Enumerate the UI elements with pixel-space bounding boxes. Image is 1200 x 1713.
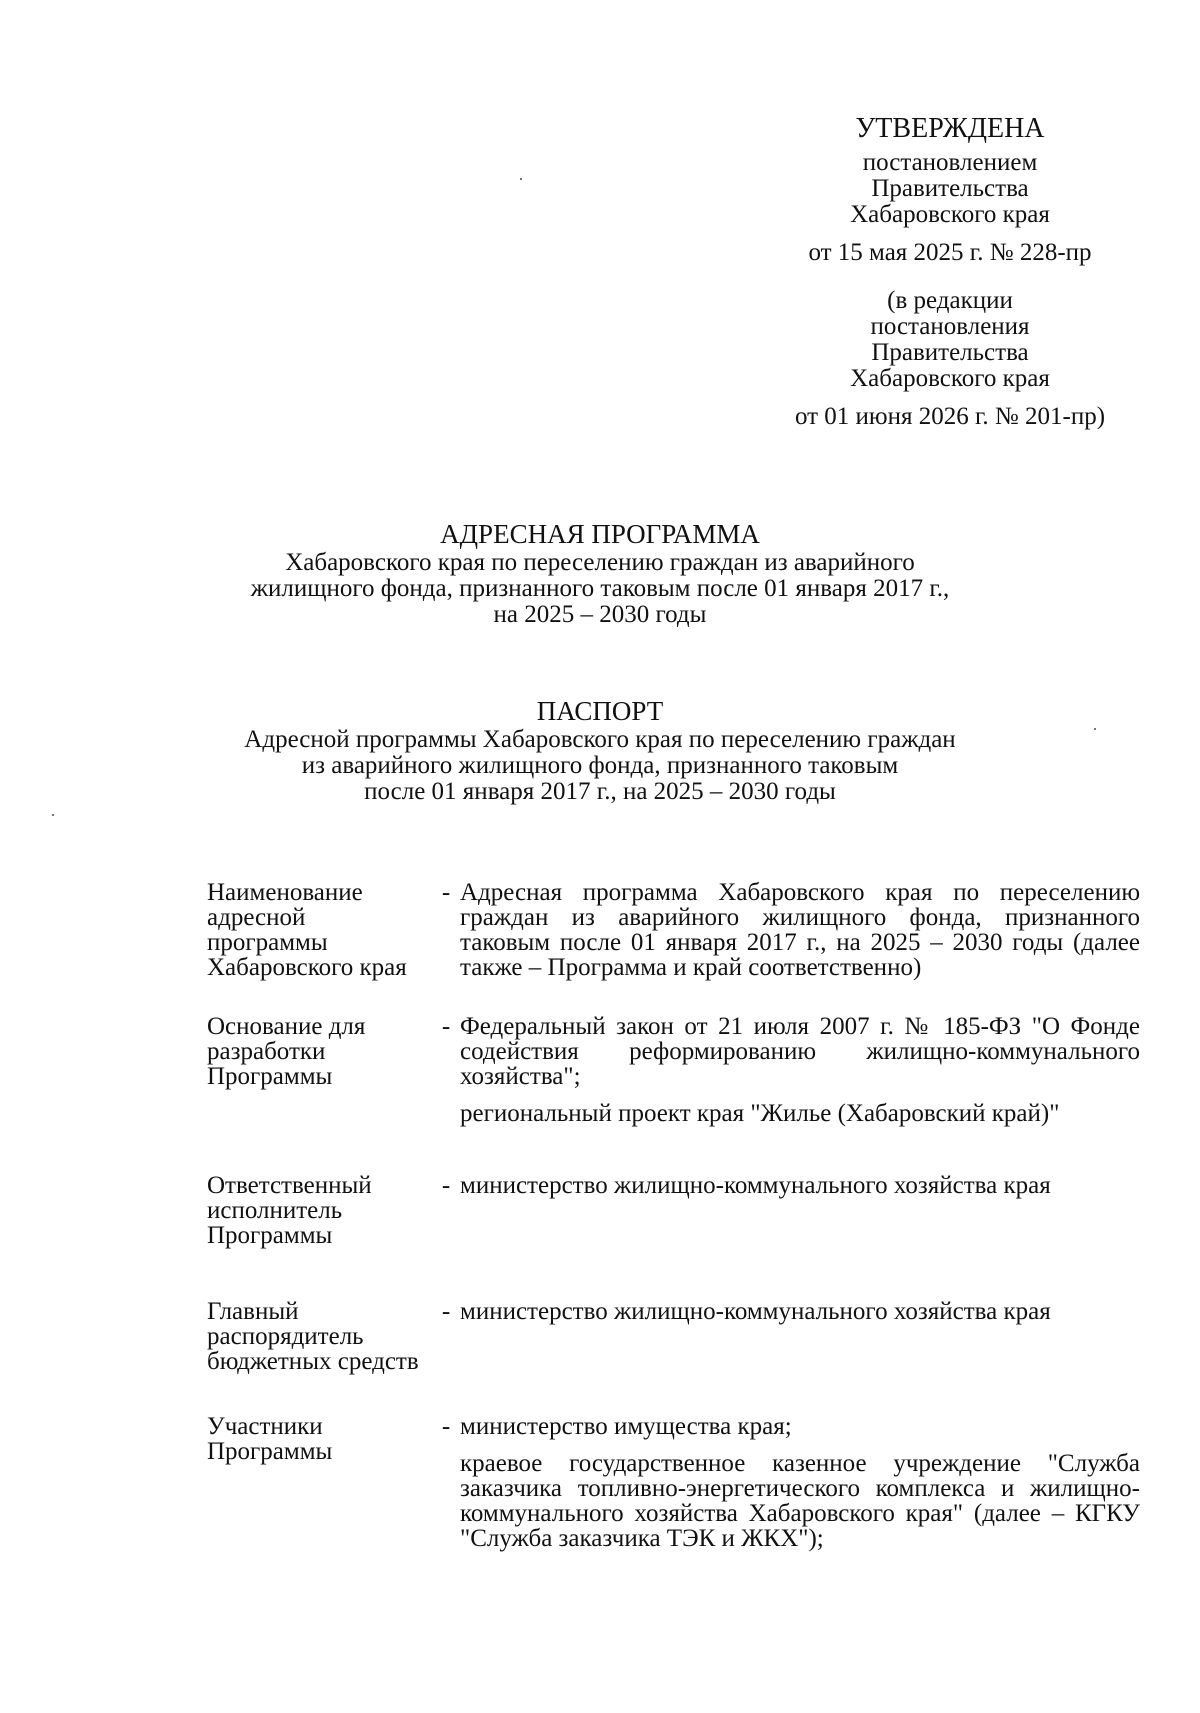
approval-line: Хабаровского края (850, 201, 1050, 228)
passport-row-paragraph: министерство жилищно-коммунального хозяйства края (460, 1298, 1051, 1325)
passport-row-label: Основание для разработки Программы (207, 1013, 366, 1090)
passport-subtitle-line: Адресной программы Хабаровского края по переселению граждан (244, 726, 956, 753)
passport-row-paragraph: Федеральный закон от 21 июля 2007 г. № 185-ФЗ "О Фонде содействия реформированию жилищно-коммунального хозяйства"; (460, 1013, 1140, 1090)
program-title-block (0, 518, 1200, 628)
scan-speck (52, 814, 54, 816)
program-subtitle-line: Хабаровского края по переселению граждан из аварийного (285, 549, 915, 576)
passport-row-paragraph: краевое государственное казенное учреждение "Служба заказчика топливно-энергетического комплекса и жилищно-коммунального хозяйства Хабаровского края" (далее – КГКУ "Служба заказчика ТЭК и ЖКХ"); (460, 1450, 1140, 1552)
edition-line: Правительства (871, 339, 1029, 366)
passport-row-paragraph: региональный проект края "Жилье (Хабаровский край)" (460, 1100, 1060, 1127)
scan-speck (520, 178, 522, 180)
passport-row-dash: - (441, 1013, 451, 1040)
passport-title-block (0, 695, 1200, 805)
passport-row-label: Ответственный исполнитель Программы (207, 1172, 372, 1249)
program-heading: АДРЕСНАЯ ПРОГРАММА (440, 519, 760, 549)
passport-row-budget-manager (207, 1299, 1147, 1374)
approval-stamp (760, 112, 1140, 430)
passport-row-value (460, 1173, 1140, 1198)
approval-line: Правительства (871, 175, 1029, 202)
approval-title: УТВЕРЖДЕНА (855, 113, 1045, 144)
approval-date-number: от 15 мая 2025 г. № 228-пр (808, 239, 1092, 266)
passport-row-participants (207, 1414, 1147, 1551)
passport-row-paragraph: Адресная программа Хабаровского края по переселению граждан из аварийного жилищного фонда, признанного таковым после 01 января 2017 г., на 2025 – 2030 годы (далее также – Программа и край соответственно) (460, 879, 1140, 981)
edition-line: Хабаровского края (850, 365, 1050, 392)
passport-row-label: Главный распорядитель бюджетных средств (207, 1298, 419, 1375)
passport-row-dash: - (441, 879, 451, 906)
passport-subtitle-line: из аварийного жилищного фонда, признанного таковым (301, 752, 899, 779)
edition-line: постановления (870, 313, 1030, 340)
passport-row-dash: - (441, 1298, 451, 1325)
passport-row-paragraph: министерство жилищно-коммунального хозяйства края (460, 1172, 1051, 1199)
passport-row-dash: - (441, 1413, 451, 1440)
passport-table (207, 880, 1147, 1551)
approval-line: постановлением (862, 149, 1038, 176)
program-subtitle-line: на 2025 – 2030 годы (493, 601, 707, 628)
passport-row-value (460, 1299, 1140, 1324)
passport-row-executor (207, 1173, 1147, 1248)
passport-row-label: Наименование адресной программы Хабаровского края (207, 879, 407, 981)
passport-heading: ПАСПОРТ (536, 696, 664, 726)
passport-row-basis (207, 1014, 1147, 1126)
passport-row-label: Участники Программы (207, 1413, 333, 1465)
edition-date-number: от 01 июня 2026 г. № 201-пр) (794, 403, 1106, 430)
passport-row-paragraph: министерство имущества края; (460, 1413, 792, 1440)
program-subtitle-line: жилищного фонда, признанного таковым после 01 января 2017 г., (250, 575, 950, 602)
passport-row-value (460, 1014, 1140, 1126)
passport-row-value (460, 880, 1140, 980)
passport-row-name (207, 880, 1147, 980)
passport-row-dash: - (441, 1172, 451, 1199)
passport-subtitle-line: после 01 января 2017 г., на 2025 – 2030 годы (364, 778, 836, 805)
edition-line: (в редакции (887, 287, 1013, 314)
passport-row-value (460, 1414, 1140, 1551)
